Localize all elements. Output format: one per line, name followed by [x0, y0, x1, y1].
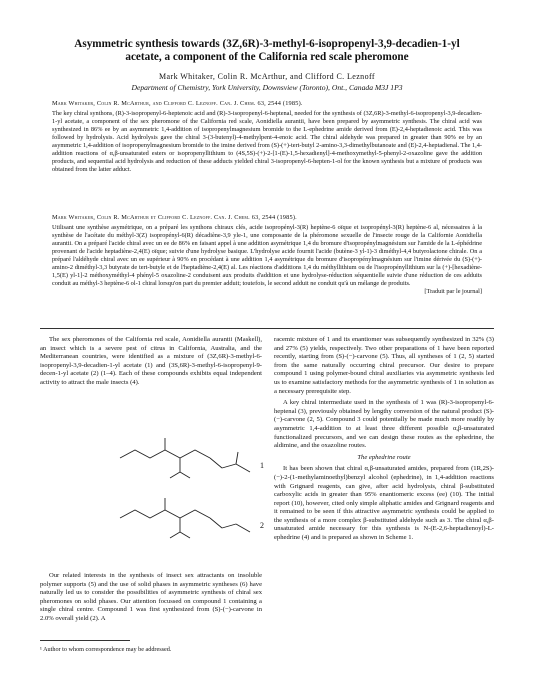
pheromone-structures-figure: [110, 438, 270, 568]
author-line: Mark Whitaker, Colin R. McArthur, and Clifford C. Leznoff: [159, 72, 375, 81]
affiliation-line: Department of Chemistry, York University, Downsview (Toronto), Ont., Canada M3J 1P3: [131, 83, 403, 92]
abstract-french-text: Utilisant une synthèse asymétrique, on a préparé les synthons chiraux clés, acide isopropényl-3(R) heptène-6 oïque et isopropényl-3(R) heptène-6 al, nécessaires à la synthèse de l'acétate du méthyl-3(Z) isopropényl-6(R) décadiène-3,9 yle-1, une composante de la phéromone sexuelle de l'insecte rouge de la Californie Aonidiella aurantii. On a préparé l'acide chiral avec un ee de 86% en faisant appel à une addition asymétrique 1,4 du bromure d'isopropénylmagnésium sur l'amide de la L-éphédrine provenant de l'acide heptadiène-2,4(E) oïque; suivie d'une hydrolyse basique. L'hydrolyse acide fournit l'acide (butène-3 yl-1)-3 diméthyl-4,4 butyrolactone chirale. On a préparé l'aldéhyde chiral avec un ee supérieur à 90% en procédant à une addition 1,4 asymétrique du bromure d'isopropénylmagnésium sur l'imine dérivée du (S)-(+)-amino-2 diméthyl-3,3 butyrate de tert-butyle et de l'heptadiène-2,4(E) al. Les réactions d'additions 1,4 du méthyllithium ou de l'isopropényllithium sur la (+)-[hexadiène-1,5(E) yl-1]-2 méthoxyméthyl-4 phényl-5 oxazoline-2 conduisent aux produits d'addition et une hydrolyse-réduction séquentielle suivie d'une réduction de ces adduits conduit au méthyl-3 heptène-6 ol-1 chiral lorsqu'on part du premier adduit; toutefois, le second adduit ne conduit qu'à un mélange de produits.: [52, 224, 482, 287]
left-column-continued: [40, 572, 262, 627]
abstract-french-citation: Mark Whitaker, Colin R. McArthur et Clifford C. Leznoff. Can. J. Chem. 63, 2544 (1985).: [52, 214, 297, 221]
section-heading-ephedrine: The ephedrine route: [357, 453, 411, 461]
footnote-marker: ¹: [40, 646, 42, 653]
section-divider: [40, 328, 494, 329]
racemic-paragraph: racemic mixture of 1 and its enantiomer was subsequently synthesized in 32% (3) and 27% (5) yields, respectively. Two other preparations of 1 have been reported recently, starting from (S)-(−)-carvone (5). Thus, all syntheses of 1 (2, 5) started from the same naturally occurring chiral precursor. Our desire to prepare compound 1 using polymer-bound chiral auxiliaries via asymmetric synthesis led us to examine satisfactory methods for the asymmetric synthesis of 1 in solution as a necessary prerequisite step.: [274, 336, 494, 395]
structure-label-2: 2: [260, 521, 264, 530]
abstract-french: [52, 214, 482, 296]
motivation-paragraph: Our related interests in the synthesis of insect sex attractants on insoluble polymer supports (5) and the use of solid phases in asymmetric syntheses (6) have naturally led us to consider the possibilities of asymmetric synthesis of chiral sex pheromones on solid phases. Our attention focussed on compound 1 containing a single chiral centre. Compound 1 was first synthesized from (S)-(−)-carvone in 2.0% overall yield (2). A: [40, 572, 262, 622]
ephedrine-paragraph: It has been shown that chiral α,β-unsaturated amides, prepared from (1R,2S)-(−)-2-(1-methylaminoethyl)benzyl alcohol (ephedrine), in 1,4-addition reactions with Grignard reagents, can give, after acid hydrolysis, chiral β-substituted carboxylic acids in greater than 95% enantiomeric excess (ee) (10). The initial report (10), however, cited only simple aliphatic amides and Grignard reagents and it remained to be seen if this attractive asymmetric synthesis could be applied to the synthesis of a more complex β-substituted aldehyde such as 3. The chiral α,β-unsaturated amide necessary for this synthesis is N-(E-2,6-heptadienoyl)-L-ephedrine (4) and is prepared as shown in Scheme 1.: [274, 465, 494, 542]
footnote-text: Author to whom correspondence may be addressed.: [43, 646, 172, 653]
left-column: [40, 336, 262, 391]
abstract-english: [52, 100, 482, 174]
structure-label-1: 1: [260, 461, 264, 470]
abstract-english-citation: Mark Whitaker, Colin R. McArthur, and Clifford C. Leznoff. Can. J. Chem. 63, 2544 (1985).: [52, 100, 303, 107]
article-title: Asymmetric synthesis towards (3Z,6R)-3-methyl-6-isopropenyl-3,9-decadien-1-yl acetate, a component of the California red scale pheromone: [74, 38, 460, 63]
intermediate-paragraph: A key chiral intermediate used in the synthesis of 1 was (R)-3-isopropenyl-6-heptenal (3), previously obtained by lengthy conversion of the natural product (S)-(−)-carvone (2, 5). Compound 3 could potentially be made much more readily by asymmetric 1,4-addition to at least three different possible α,β-unsaturated functionalized precursors, and we can design these routes as the ephedrine, the aldimine, and the oxazoline routes.: [274, 399, 494, 450]
abstract-english-text: The key chiral synthons, (R)-3-isopropenyl-6-heptenoic acid and (R)-3-isopropenyl-6-heptenal, needed for the synthesis of (3Z,6R)-3-methyl-6-isopropenyl-3,9-decadien-1-yl acetate, a component of the sex pheromone of the California red scale, Aonidiella aurantii, have been prepared by asymmetric synthesis. The chiral acid was synthesized in 86% ee by an asymmetric 1,4-addition of isopropenylmagnesium bromide to the L-ephedrine amide derived from (E)-2,4-heptadienoic acid. This was followed by hydrolysis. Acid hydrolysis gave the chiral 3-(3-butenyl)-4-methylpent-4-enoic acid. The chiral aldehyde was prepared in greater than 90% ee by an asymmetric 1,4-addition of isopropenylmagnesium bromide to the imine derived from (S)-(+)-tert-butyl 2-amino-3,3-dimethylbutanoate and (E)-2,4-heptadienal. The 1,4-addition reactions of α,β-unsaturated esters or isopropenyllithium to (4S,5S)-(+)-2-[1-(E)-1,5-hexadienyl]-4-methoxymethyl-5-phenyl-2-oxazoline gave the addition products, and sequential acid hydrolysis and reduction of these adducts yielded chiral 3-isopropenyl-6-hepten-1-ol for the known synthesis but a mixture of products was obtained from the latter adduct.: [52, 110, 482, 173]
translation-note: [Traduit par le journal]: [424, 288, 482, 295]
right-column: [274, 336, 494, 546]
footnote: [40, 646, 260, 654]
intro-paragraph: The sex pheromones of the California red scale, Aonidiella aurantii (Maskell), an insect which is a severe pest of citrus in California, Australia, and the Mediterranean countries, were identified as a mixture of (3Z,6R)-3-methyl-6-isopropenyl-3,9-decadien-1-yl acetate (1) and (3S,6R)-3-methyl-6-isopropenyl-9-decen-1-yl acetate (2) (1–4). Each of these compounds exhibits equal independent activity to attract the male insects (4).: [40, 336, 262, 386]
footnote-rule: [40, 640, 130, 641]
